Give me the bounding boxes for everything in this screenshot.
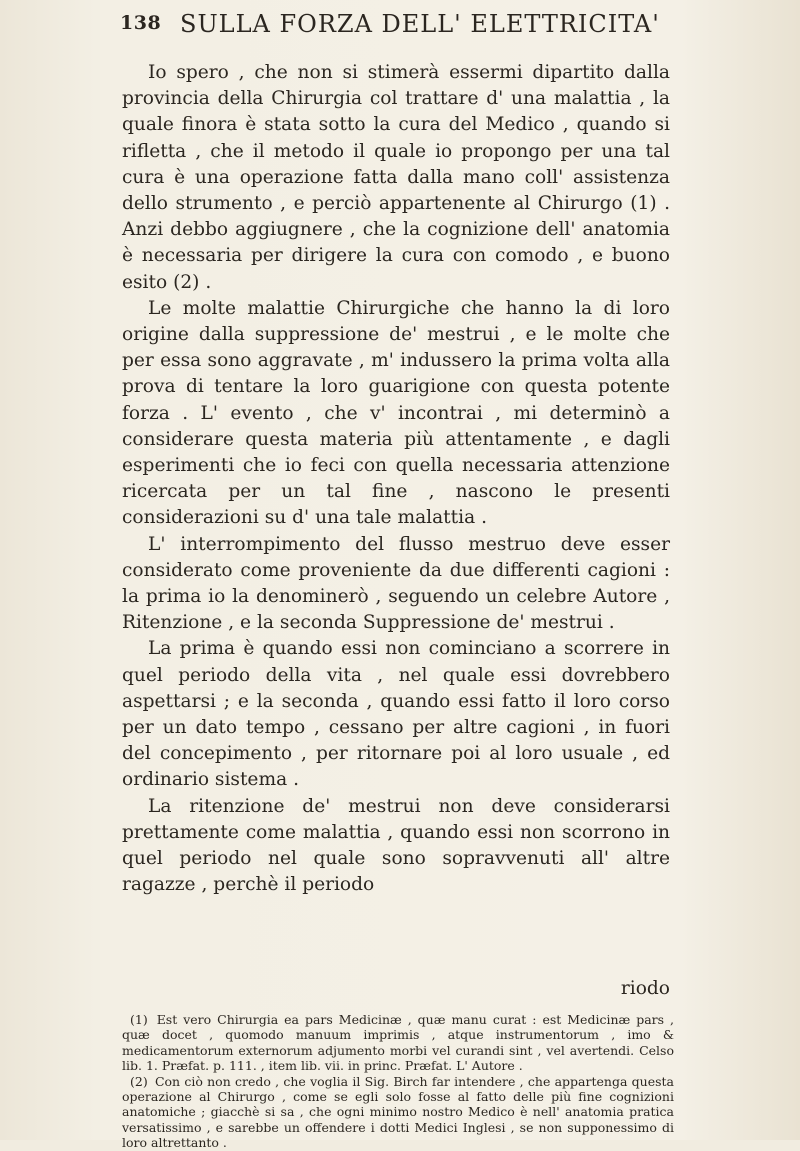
running-title: SULLA FORZA DELL' ELETTRICITA' [180,10,660,38]
paragraph: La prima è quando essi non cominciano a scorrere in quel periodo della vita , nel quale essi dovrebbero aspettarsi ; e la seconda , quando essi fatto il loro corso per un dato tempo , cessano per altre cagioni , in fuori del concepimento , per ritornare poi al loro usuale , ed ordinario sistema . [122,638,670,791]
footnote [122,1012,674,1074]
body-text [122,60,670,899]
paragraph: Io spero , che non si stimerà essermi dipartito dalla provincia della Chirurgia col trattare d' una malattia , la quale finora è stata sotto la cura del Medico , quando si rifletta , che il metodo il quale io propongo per una tal cura è una operazione fatta dalla mano coll' assistenza dello strumento , e perciò appartenente al Chirurgo (1) . Anzi debbo aggiugnere , che la cognizione dell' anatomia è necessaria per dirigere la cura con comodo , e buono esito (2) . [122,62,670,293]
catchword: riodo [620,978,670,999]
footnotes [122,1012,674,1151]
footnote-mark: (1) [130,1012,148,1027]
paragraph: Le molte malattie Chirurgiche che hanno la di loro origine dalla suppressione de' mestrui , e le molte che per essa sono aggravate , m' indussero la prima volta alla prova di tentare la loro guarigione con questa potente forza . L' evento , che v' incontrai , mi determinò a considerare questa materia più attentamente , e dagli esperimenti che io feci con quella necessaria attenzione ricercata per un tal fine , nascono le presenti considerazioni su d' una tale malattia . [122,297,670,529]
footnote-text: Con ciò non credo , che voglia il Sig. Birch far intendere , che appartenga questa operazione al Chirurgo , come se egli solo fosse al fatto delle più fine cognizioni anatomiche ; giacchè si sa , che ogni minimo nostro Medico è nell' anatomia pratica versatissimo , e sarebbe un offendere i dotti Medici Inglesi , se non supponessimo di loro altrettanto . [122,1073,674,1151]
page-number: 138 [120,12,162,34]
footnote-text: Est vero Chirurgia ea pars Medicinæ , quæ manu curat : est Medicinæ pars , quæ docet , quomodo manuum imprimis , atque instrumentorum , imo & medicamentorum externorum adjumento morbi vel curandi sint , vel avertendi. Celso lib. 1. Præfat. p. 111. , item lib. vii. in princ. Præfat. L' Autore . [122,1012,674,1074]
page-header [120,10,720,46]
paragraph: La ritenzione de' mestrui non deve considerarsi prettamente come malattia , quando essi non scorrono in quel periodo nel quale sono sopravvenuti all' altre ragazze , perchè il periodo [122,795,670,896]
footnote-mark: (2) [130,1073,148,1089]
paragraph: L' interrompimento del flusso mestruo deve esser considerato come proveniente da due differenti cagioni : la prima io la denominerò , seguendo un celebre Autore , Ritenzione , e la seconda Suppressione de' mestrui . [122,533,670,634]
footnote [122,1074,674,1151]
